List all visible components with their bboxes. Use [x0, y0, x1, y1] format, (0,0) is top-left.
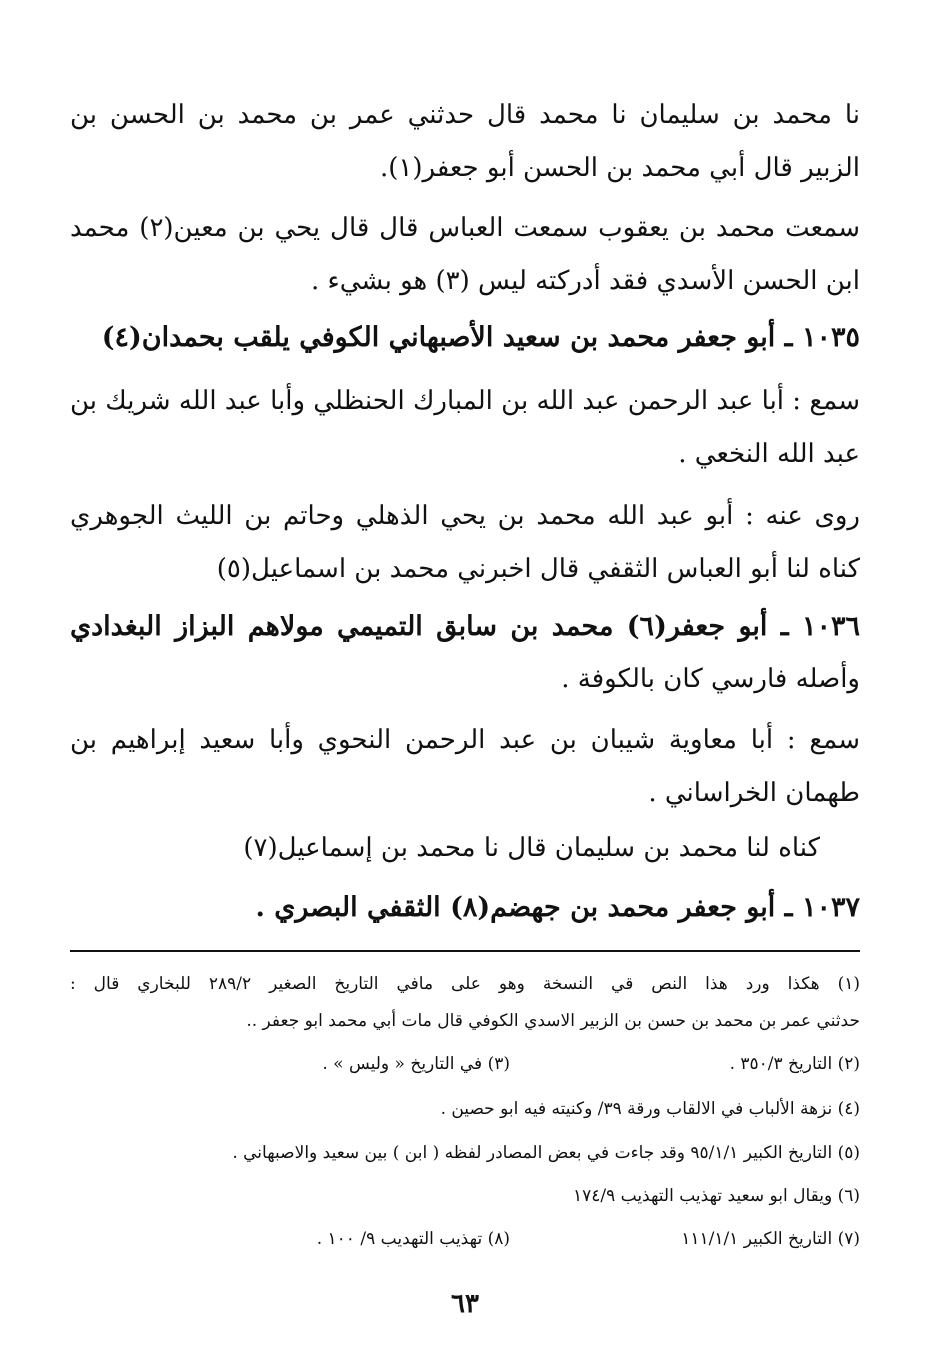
text-line: ابن الحسن الأسدي فقد أدركته ليس (٣) هو بشيء . [310, 266, 860, 296]
text-line: الزبير قال أبي محمد بن الحسن أبو جعفر(١). [379, 153, 860, 183]
text-line: طهمان الخراساني . [648, 778, 860, 808]
footnote-7: (٧) التاريخ الكبير ١١١/١/١ [681, 1229, 860, 1249]
footnote-3: (٣) في التاريخ « وليس » . [322, 1054, 510, 1074]
footnote-8: (٨) تهذيب التهديب ٩/ ١٠٠ . [316, 1229, 510, 1249]
entry-heading: ١٠٣٦ ـ أبو جعفر(٦) محمد بن سابق التميمي مولاهم البزاز البغدادي [70, 611, 860, 642]
footnote-1-line-1: (١) هكذا ورد هذا النص قي النسخة وهو على مافي التاريخ الصغير ٢٨٩/٢ للبخاري قال : [70, 974, 861, 994]
text-line: سمع : أبا عبد الرحمن عبد الله بن المبارك الحنظلي وأبا عبد الله شريك بن [70, 386, 860, 416]
entry-heading: ١٠٣٥ ـ أبو جعفر محمد بن سعيد الأصبهاني الكوفي يلقب بحمدان(٤) [101, 322, 860, 353]
text-line: كناه لنا محمد بن سليمان قال نا محمد بن إسماعيل(٧) [243, 833, 820, 863]
page-number: ٦٣ [451, 1289, 479, 1319]
footnote-2: (٢) التاريخ ٣٥٠/٣ . [729, 1054, 860, 1074]
text-line: كناه لنا أبو العباس الثقفي قال اخبرني محمد بن اسماعيل(٥) [216, 554, 860, 584]
text-line: وأصله فارسي كان بالكوفة . [561, 664, 860, 694]
footnote-6: (٦) ويقال ابو سعيد تهذيب التهذيب ١٧٤/٩ [572, 1186, 860, 1206]
text-line: روى عنه : أبو عبد الله محمد بن يحي الذهلي وحاتم بن الليث الجوهري [70, 501, 860, 531]
text-line: نا محمد بن سليمان نا محمد قال حدثني عمر بن محمد بن الحسن بن [70, 100, 860, 130]
text-line: عبد الله النخعي . [678, 439, 860, 469]
footnote-5: (٥) التاريخ الكبير ٩٥/١/١ وقد جاءت في بعض المصادر لفظه ( ابن ) بين سعيد والاصبهاني . [232, 1143, 860, 1163]
text-line: سمع : أبا معاوية شيبان بن عبد الرحمن النحوي وأبا سعيد إبراهيم بن [70, 725, 860, 755]
footnote-separator [70, 950, 860, 952]
footnote-1-line-2: حدثني عمر بن محمد بن حسن بن الزبير الاسدي الكوفي قال مات أبي محمد ابو جعفر .. [246, 1011, 860, 1031]
entry-heading: ١٠٣٧ ـ أبو جعفر محمد بن جهضم(٨) الثقفي البصري . [255, 892, 860, 923]
footnote-4: (٤) نزهة الألباب في الالقاب ورقة ٣٩/ وكنيته فيه ابو حصين . [440, 1099, 860, 1119]
text-line: سمعت محمد بن يعقوب سمعت العباس قال قال يحي بن معين(٢) محمد [70, 213, 860, 243]
